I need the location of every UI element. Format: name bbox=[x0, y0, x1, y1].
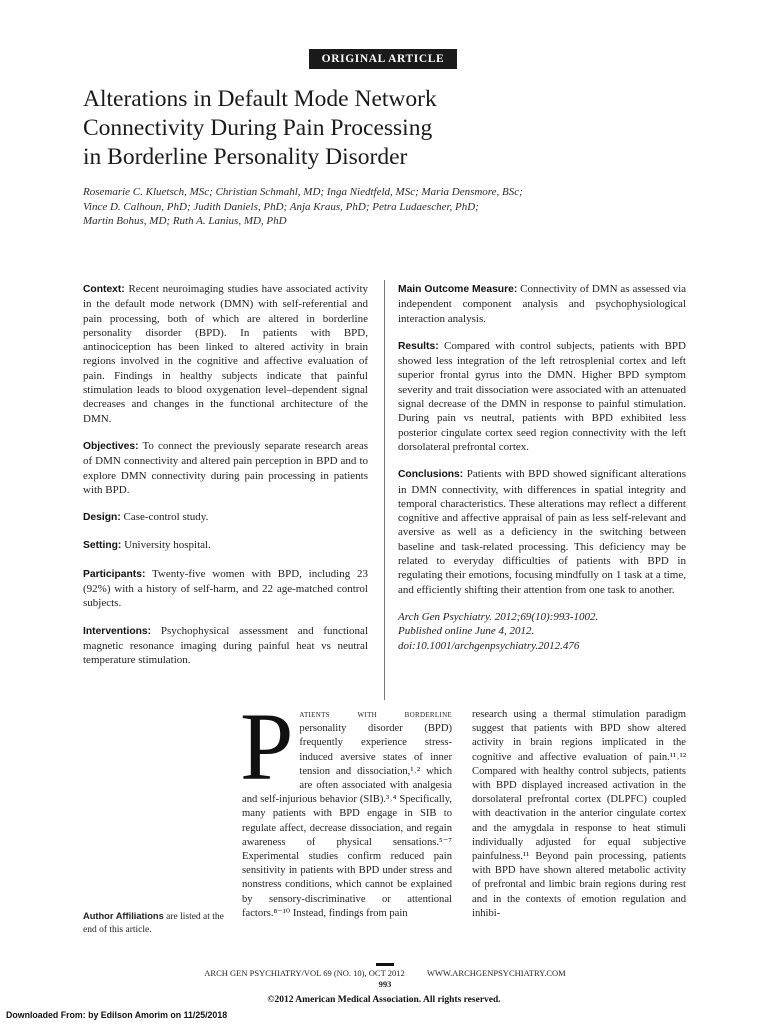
abstract-interventions: Interventions: Psychophysical assessment and functional magnetic resonance imaging during painful heat vs neutral temperature stimulation. bbox=[83, 624, 368, 667]
title-line: Alterations in Default Mode Network bbox=[83, 86, 437, 112]
footer-journal: ARCH GEN PSYCHIATRY/VOL 69 (NO. 10), OCT 2012 bbox=[204, 968, 405, 978]
author-line: Martin Bohus, MD; Ruth A. Lanius, MD, PhD bbox=[83, 215, 287, 227]
abstract-objectives: Objectives: To connect the previously separate research areas of DMN connectivity and altered pain perception in BPD and to explore DMN connectivity during pain processing in patients with BPD. bbox=[83, 439, 368, 496]
body-column-1 bbox=[240, 693, 452, 921]
body-column-2 bbox=[472, 708, 686, 921]
author-line: Vince D. Calhoun, PhD; Judith Daniels, PhD; Anja Kraus, PhD; Petra Ludaescher, PhD; bbox=[83, 200, 479, 213]
download-stamp: Downloaded From: by Edilson Amorim on 11/25/2018 bbox=[6, 1010, 228, 1020]
body-paragraph-2: research using a thermal stimulation paradigm suggest that patients with BPD show altered activity in brain regions implicated in the cognitive and affective evaluation of pain.¹¹˒¹² Compared with healthy control subjects, patients with BPD displayed increased activation in the dorsolateral prefrontal cortex (DLPFC) coupled with deactivation in the anterior cingulate cortex and the amygdala in response to heat stimuli individually adjusted for equal subjective painfulness.¹¹ Beyond pain processing, patients with BPD have shown altered metabolic activity of prefrontal and limbic brain regions during rest and in the contexts of emotion regulation and inhibi- bbox=[472, 709, 686, 919]
article-citation bbox=[398, 610, 686, 653]
abstract-left-column bbox=[83, 282, 368, 681]
abstract-context: Context: Recent neuroimaging studies have associated activity in the default mode network (DMN) with self-referential and pain processing, both of which are altered in borderline personality disorder (BPD). In patients with BPD, antinociception has been linked to altered activity in brain regions involved in the cognitive and affective evaluation of pain. Findings in healthy subjects indicate that painful stimulation leads to blood oxygenation level–dependent signal decreases and changes in the functional architecture of the DMN. bbox=[83, 283, 369, 425]
abstract-participants: Participants: Twenty-five women with BPD, including 23 (92%) with a history of self-harm, and 22 age-matched control subjects. bbox=[83, 567, 368, 610]
abstract-design: Design: Case-control study. bbox=[83, 511, 209, 524]
abstract-conclusions: Conclusions: Patients with BPD showed significant alterations in DMN connectivity, with differences in spatial integrity and temporal characteristics. These alterations may reflect a different cognitive and affective appraisal of pain as less self-relevant and aversive as well as a deficiency in the switching between baseline and task-related processing. This deficiency may be related to everyday difficulties of patients with BPD in regulating their emotions, focusing mindfully on 1 task at a time, and efficiently shifting their attention from one task to another. bbox=[398, 468, 686, 596]
author-list bbox=[83, 185, 683, 229]
citation-line: Arch Gen Psychiatry. 2012;69(10):993-1002. bbox=[398, 610, 599, 623]
copyright-notice: ©2012 American Medical Association. All rights reserved. bbox=[267, 995, 501, 1005]
footer-rule bbox=[376, 963, 394, 966]
abstract-main-outcome: Main Outcome Measure: Connectivity of DMN as assessed via independent component analysis and psychophysiological interaction analysis. bbox=[398, 283, 687, 325]
title-line: Connectivity During Pain Processing bbox=[83, 115, 433, 141]
citation-line: doi:10.1001/archgenpsychiatry.2012.476 bbox=[398, 639, 580, 652]
abstract-right-column bbox=[398, 282, 686, 666]
abstract-setting: Setting: University hospital. bbox=[83, 539, 211, 552]
title-line: in Borderline Personality Disorder bbox=[83, 144, 408, 170]
body-lead-in: atients with borderline bbox=[299, 709, 452, 720]
page-footer bbox=[190, 963, 580, 990]
article-type-banner: ORIGINAL ARTICLE bbox=[309, 49, 457, 69]
abstract-results: Results: Compared with control subjects, patients with BPD showed less integration of the left retrosplenial cortex and left superior frontal gyrus into the DMN. Higher BPD symptom severity and trait dissociation were associated with an attenuated signal decrease of the DMN in response to painful stimulation. During pain vs neutral, patients with BPD exhibited less posterior cingulate cortex seed region connectivity with the left dorsolateral prefrontal cortex. bbox=[398, 339, 686, 453]
author-affiliations-note: Author Affiliations are listed at the end of this article. bbox=[83, 911, 224, 935]
drop-cap: P bbox=[240, 693, 294, 800]
page-number: 993 bbox=[378, 979, 392, 989]
abstract-column-divider bbox=[384, 280, 385, 700]
body-paragraph-1: personality disorder (BPD) frequently experience stress-induced aversive states of inner tension and dissociation,¹˒² which are often associated with analgesia and self-injurious behavior (SIB).³˒⁴ Specifically, many patients with BPD engage in SIB to regulate affect, decrease dissociation, and regain awareness of physical sensations.⁵⁻⁷ Experimental studies confirm reduced pain sensitivity in patients with BPD under stress and nonstress conditions, which cannot be explained by sensory-discriminative or attentional factors.⁸⁻¹⁰ Instead, findings from pain bbox=[242, 723, 452, 919]
citation-line: Published online June 4, 2012. bbox=[398, 625, 535, 638]
footer-website: WWW.ARCHGENPSYCHIATRY.COM bbox=[426, 968, 566, 978]
article-title bbox=[83, 85, 683, 172]
author-line: Rosemarie C. Kluetsch, MSc; Christian Schmahl, MD; Inga Niedtfeld, MSc; Maria Densmore, BSc; bbox=[83, 186, 523, 198]
